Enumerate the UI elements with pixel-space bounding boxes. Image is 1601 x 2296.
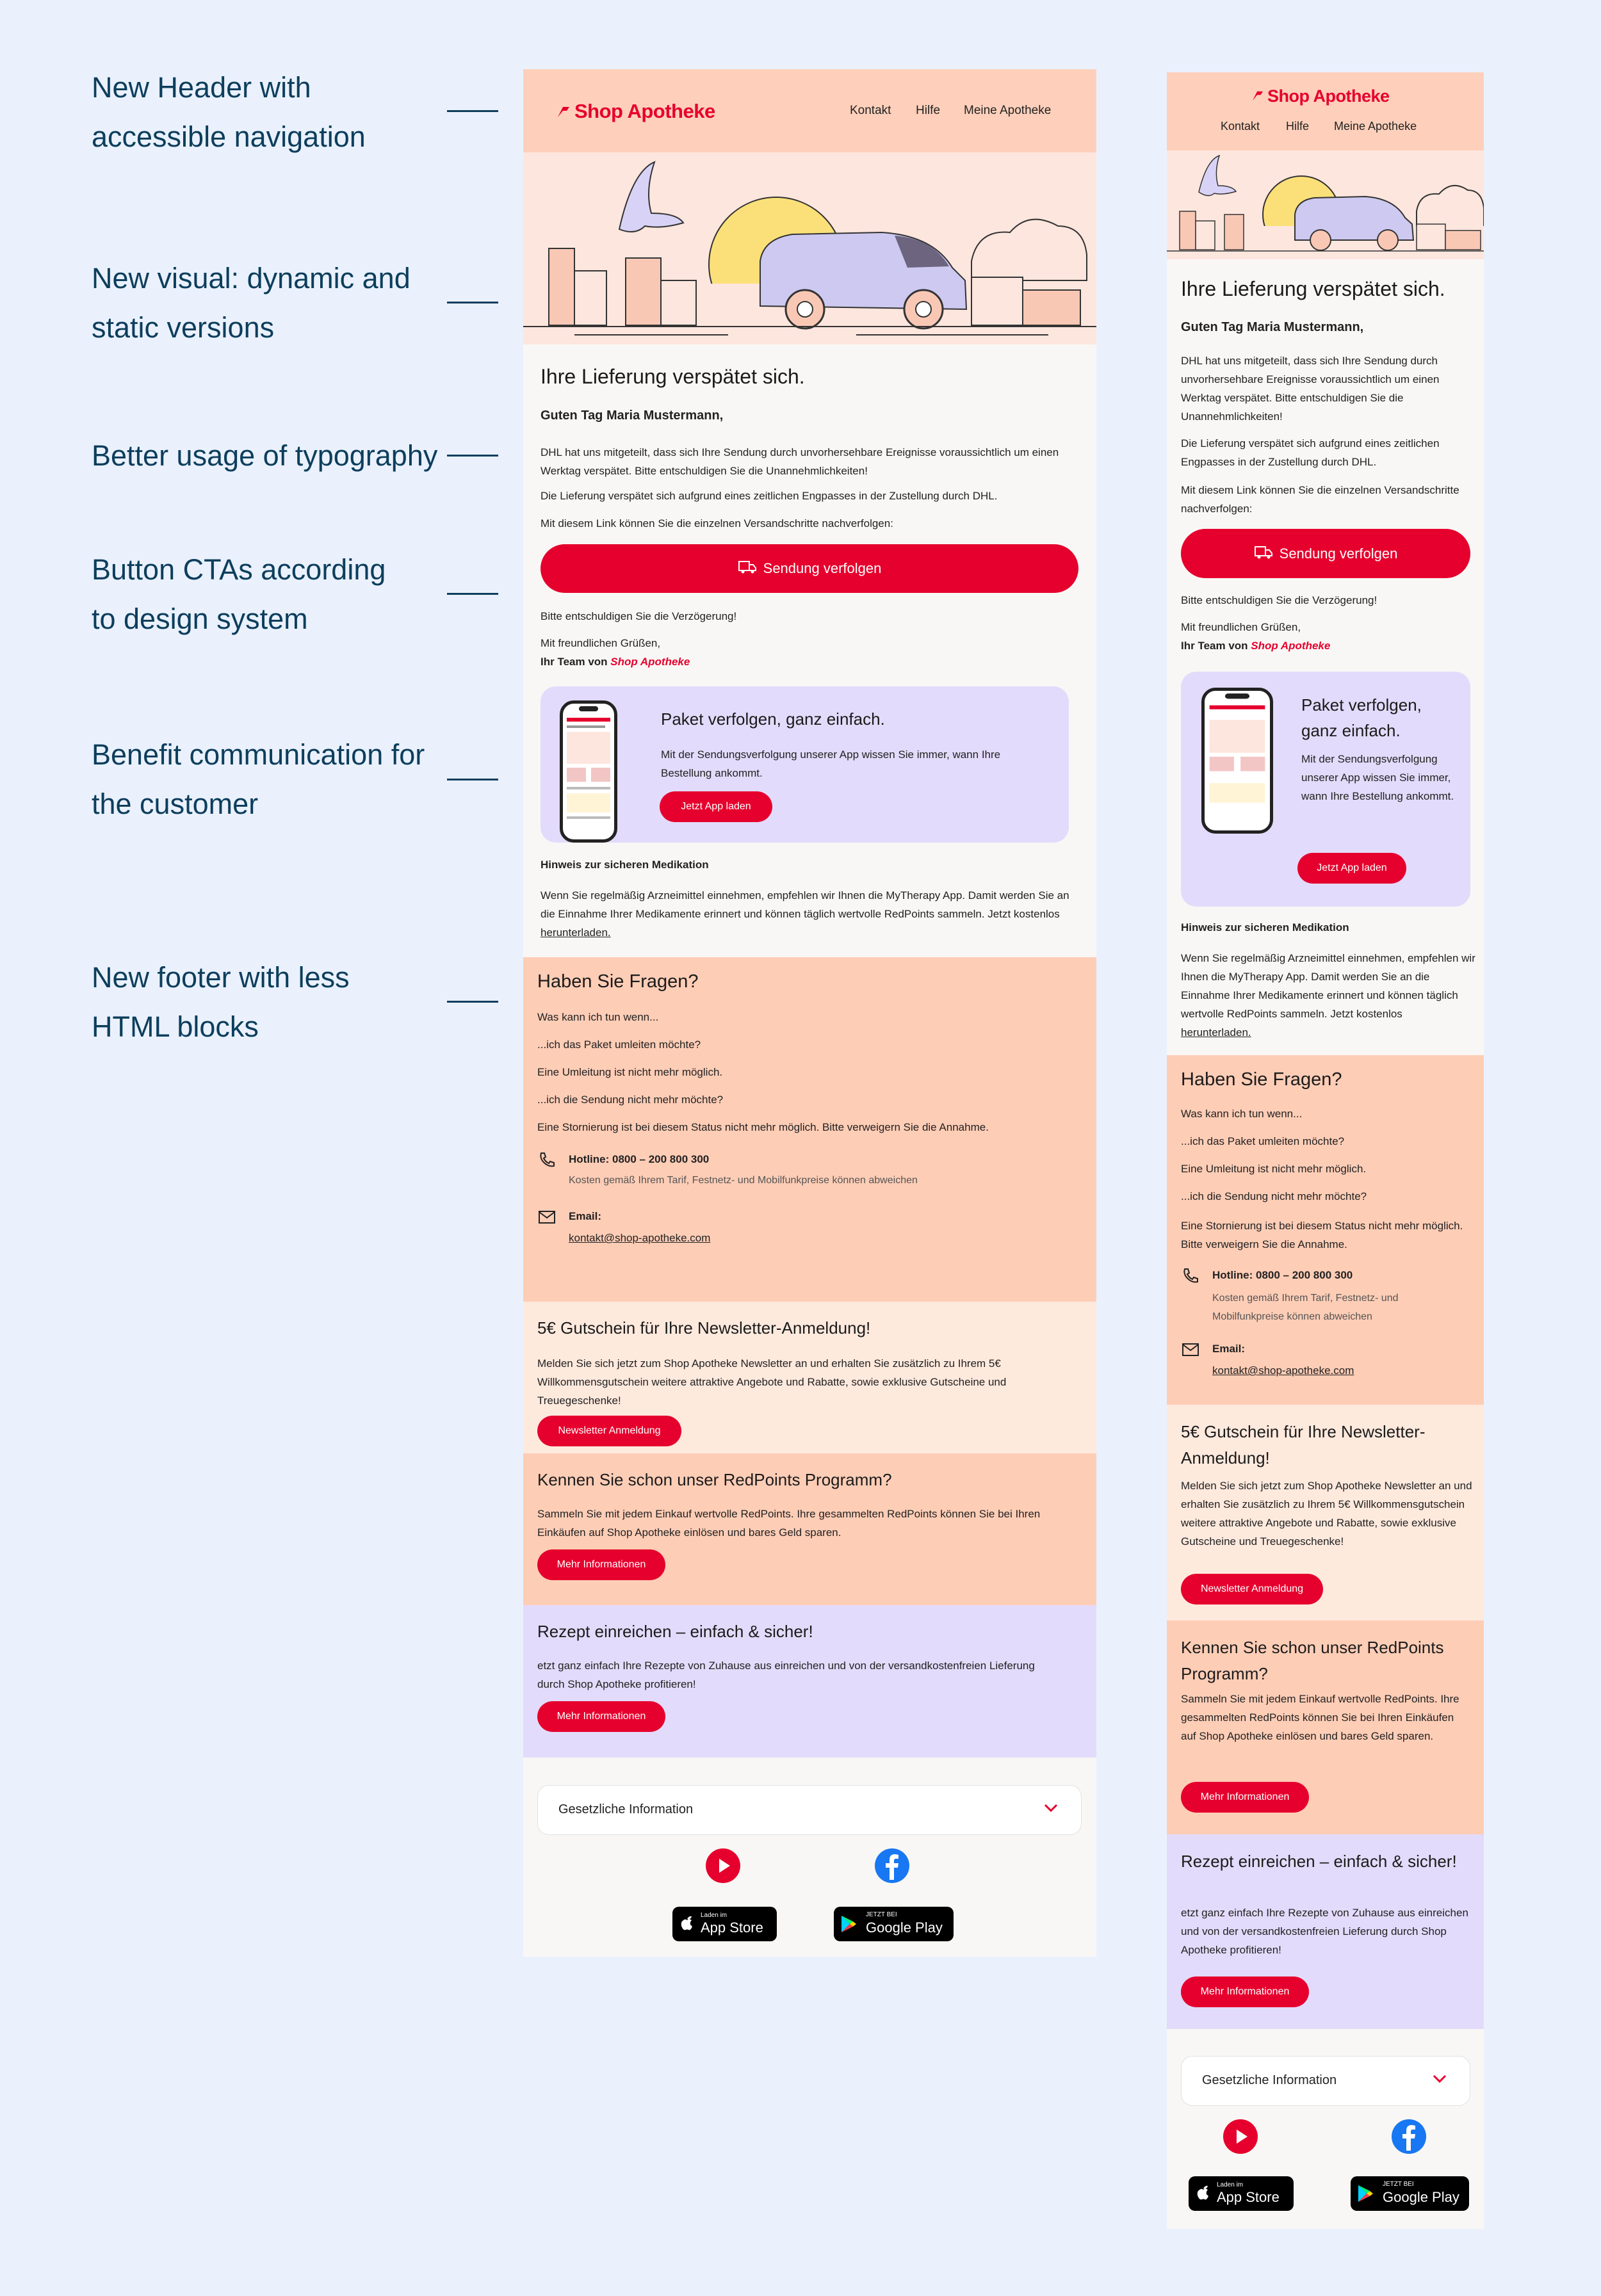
app-promo-title: Paket verfolgen, ganz einfach. <box>1301 695 1422 740</box>
email-link[interactable]: kontakt@shop-apotheke.com <box>569 1232 711 1244</box>
nav-hilfe[interactable]: Hilfe <box>1286 120 1310 133</box>
app-store-badge[interactable]: Laden im App Store <box>672 1907 777 1941</box>
app-promo-card <box>540 686 1069 843</box>
phone-icon <box>1181 1266 1200 1289</box>
redpoints-section <box>1167 1621 1484 1834</box>
chevron-down-icon <box>1044 1804 1058 1816</box>
prescription-title: Rezept einreichen – einfach & sicher! <box>537 1622 813 1641</box>
apology-text: Bitte entschuldigen Sie die Verzögerung! <box>1181 594 1378 606</box>
nav-meine-apotheke[interactable]: Meine Apotheke <box>1334 120 1417 133</box>
apple-icon <box>680 1914 694 1934</box>
phone-mockup-image <box>1201 688 1273 834</box>
team-signature: Ihr Team von Shop Apotheke <box>540 656 690 668</box>
redpoints-text: Sammeln Sie mit jedem Einkauf wertvolle RedPoints. Ihre gesammelten RedPoints können Sie bei Ihren Einkäufen auf Shop Apotheke einlösen und bares Geld sparen. <box>537 1508 1041 1539</box>
email-label: Email: <box>1212 1343 1246 1355</box>
track-shipment-button[interactable]: Sendung verfolgen <box>1181 529 1470 578</box>
body-paragraph: Mit diesem Link können Sie die einzelnen Versandschritte nachverfolgen: <box>540 517 893 530</box>
newsletter-signup-button[interactable]: Newsletter Anmeldung <box>1181 1574 1323 1605</box>
email-link[interactable]: kontakt@shop-apotheke.com <box>1212 1364 1354 1377</box>
annotation-connector <box>447 110 498 112</box>
legal-info-accordion[interactable] <box>537 1785 1082 1835</box>
redpoints-text: Sammeln Sie mit jedem Einkauf wertvolle RedPoints. Ihre gesammelten RedPoints können Sie bei Ihren Einkäufen auf Shop Apotheke einlösen und bares Geld sparen. <box>1181 1693 1459 1742</box>
annotation-connector <box>447 302 498 303</box>
body-paragraph: DHL hat uns mitgeteilt, dass sich Ihre Sendung durch unvorhersehbare Ereignisse voraussichtlich um einen Werktag verspätet. Bitte entschuldigen Sie die Unannehmlichkeiten! <box>540 446 1059 477</box>
prescription-text: etzt ganz einfach Ihre Rezepte von Zuhause aus einreichen und von der versandkostenfreien Lieferung durch Shop Apotheke profitieren! <box>537 1660 1035 1690</box>
prescription-section <box>523 1605 1096 1758</box>
faq-question: ...ich die Sendung nicht mehr möchte? <box>537 1094 724 1106</box>
prescription-section <box>1167 1834 1484 2029</box>
annotation-buttons: Button CTAs according to design system <box>92 553 386 635</box>
faq-title: Haben Sie Fragen? <box>537 971 699 992</box>
brand-logo[interactable]: Shop Apotheke <box>557 100 715 123</box>
redpoints-title: Kennen Sie schon unser RedPoints Programm? <box>1181 1638 1444 1683</box>
download-app-button[interactable]: Jetzt App laden <box>1297 853 1406 884</box>
faq-answer: Eine Umleitung ist nicht mehr möglich. <box>1181 1163 1367 1175</box>
newsletter-signup-button[interactable]: Newsletter Anmeldung <box>537 1416 681 1446</box>
app-promo-title: Paket verfolgen, ganz einfach. <box>661 709 885 729</box>
faq-intro: Was kann ich tun wenn... <box>1181 1108 1303 1120</box>
truck-icon <box>1254 544 1273 563</box>
faq-answer: Eine Stornierung ist bei diesem Status nicht mehr möglich. Bitte verweigern Sie die Annahme. <box>537 1121 989 1133</box>
hotline-number[interactable]: Hotline: 0800 – 200 800 300 <box>569 1153 710 1165</box>
nav-kontakt[interactable]: Kontakt <box>850 104 891 117</box>
annotation-benefit: Benefit communication for the customer <box>92 738 425 820</box>
app-promo-text: Mit der Sendungsverfolgung unserer App wissen Sie immer, wann Ihre Bestellung ankommt. <box>661 748 1001 779</box>
email-title: Ihre Lieferung verspätet sich. <box>1181 277 1445 300</box>
email-label: Email: <box>569 1210 602 1222</box>
mobile-email <box>1167 72 1484 2229</box>
phone-mockup-image <box>560 700 617 843</box>
faq-question: ...ich die Sendung nicht mehr möchte? <box>1181 1190 1367 1202</box>
hotline-number[interactable]: Hotline: 0800 – 200 800 300 <box>1212 1269 1353 1281</box>
mail-icon <box>1181 1342 1200 1361</box>
app-promo-text: Mit der Sendungsverfolgung unserer App wissen Sie immer, wann Ihre Bestellung ankommt. <box>1301 753 1454 802</box>
email-title: Ihre Lieferung verspätet sich. <box>540 365 805 388</box>
legal-info-accordion[interactable] <box>1181 2056 1470 2106</box>
legal-info-label: Gesetzliche Information <box>1202 2073 1337 2087</box>
hero-visual <box>523 152 1096 344</box>
email-header <box>1167 72 1484 150</box>
closing-text: Mit freundlichen Grüßen, <box>540 637 661 649</box>
download-link[interactable]: herunterladen. <box>540 926 611 939</box>
brand-logo[interactable]: Shop Apotheke <box>1251 86 1390 106</box>
hotline-note: Kosten gemäß Ihrem Tarif, Festnetz- und Mobilfunkpreise können abweichen <box>1212 1293 1399 1322</box>
faq-section <box>523 957 1096 1302</box>
medication-title: Hinweis zur sicheren Medikation <box>1181 921 1349 934</box>
faq-title: Haben Sie Fragen? <box>1181 1069 1342 1090</box>
youtube-icon[interactable] <box>705 1848 741 1887</box>
team-signature: Ihr Team von Shop Apotheke <box>1181 640 1331 652</box>
newsletter-text: Melden Sie sich jetzt zum Shop Apotheke Newsletter an und erhalten Sie zusätzlich zu Ihrem 5€ Willkommensgutschein weitere attraktive Angebote und Rabatte, sowie exklusive Gutscheine und Treuegeschenke! <box>537 1357 1007 1407</box>
legal-info-label: Gesetzliche Information <box>558 1802 694 1816</box>
google-play-badge[interactable]: JETZT BEI Google Play <box>834 1907 954 1941</box>
annotation-connector <box>447 593 498 595</box>
annotation-footer: New footer with less HTML blocks <box>92 961 350 1043</box>
annotation-connector <box>447 779 498 780</box>
prescription-title: Rezept einreichen – einfach & sicher! <box>1181 1852 1457 1871</box>
facebook-icon[interactable] <box>1391 2119 1427 2158</box>
logo-icon <box>557 101 571 113</box>
faq-answer: Eine Umleitung ist nicht mehr möglich. <box>537 1066 723 1078</box>
medication-title: Hinweis zur sicheren Medikation <box>540 859 709 871</box>
closing-text: Mit freundlichen Grüßen, <box>1181 621 1301 633</box>
google-play-icon <box>840 1914 857 1937</box>
faq-section <box>1167 1055 1484 1405</box>
prescription-text: etzt ganz einfach Ihre Rezepte von Zuhause aus einreichen und von der versandkostenfreien Lieferung durch Shop Apotheke profitieren! <box>1181 1907 1468 1956</box>
nav-kontakt[interactable]: Kontakt <box>1221 120 1260 133</box>
annotation-connector <box>447 1001 498 1003</box>
chevron-down-icon <box>1433 2074 1447 2087</box>
annotation-header: New Header with accessible navigation <box>92 71 366 153</box>
newsletter-section <box>1167 1405 1484 1621</box>
apology-text: Bitte entschuldigen Sie die Verzögerung! <box>540 610 737 622</box>
logo-icon <box>1251 86 1264 98</box>
faq-answer: Eine Stornierung ist bei diesem Status nicht mehr möglich. Bitte verweigern Sie die Annahme. <box>1181 1220 1463 1250</box>
medication-text: Wenn Sie regelmäßig Arzneimittel einnehmen, empfehlen wir Ihnen die MyTherapy App. Damit werden Sie an die Einnahme Ihrer Medikamente erinnert und können täglich wertvolle RedPoints sammeln. Jetzt kostenlos herunterladen. <box>1181 952 1475 1039</box>
prescription-info-button[interactable]: Mehr Informationen <box>1181 1977 1309 2007</box>
app-store-badge[interactable]: Laden im App Store <box>1189 2176 1294 2211</box>
annotation-connector <box>447 455 498 457</box>
prescription-info-button[interactable]: Mehr Informationen <box>537 1701 665 1732</box>
newsletter-title: 5€ Gutschein für Ihre Newsletter-Anmeldung! <box>537 1318 871 1338</box>
nav-meine-apotheke[interactable]: Meine Apotheke <box>964 104 1052 117</box>
annotation-typography: Better usage of typography <box>92 439 438 472</box>
body-paragraph: Die Lieferung verspätet sich aufgrund eines zeitlichen Engpasses in der Zustellung durch DHL. <box>1181 437 1440 468</box>
facebook-icon[interactable] <box>874 1848 910 1887</box>
nav-hilfe[interactable]: Hilfe <box>916 104 941 117</box>
youtube-icon[interactable] <box>1223 2119 1258 2158</box>
desktop-email <box>523 69 1096 1957</box>
greeting: Guten Tag Maria Mustermann, <box>1181 320 1364 334</box>
annotation-visual: New visual: dynamic and static versions <box>92 262 410 344</box>
download-app-button[interactable]: Jetzt App laden <box>660 791 772 822</box>
newsletter-text: Melden Sie sich jetzt zum Shop Apotheke Newsletter an und erhalten Sie zusätzlich zu Ihrem 5€ Willkommensgutschein weitere attraktive Angebote und Rabatte, sowie exklusive Gutscheine und Treuegeschenke! <box>1181 1480 1472 1548</box>
greeting: Guten Tag Maria Mustermann, <box>540 408 724 423</box>
google-play-icon <box>1357 2184 1374 2206</box>
medication-text: Wenn Sie regelmäßig Arzneimittel einnehmen, empfehlen wir Ihnen die MyTherapy App. Damit werden Sie an die Einnahme Ihrer Medikamente erinnert und können täglich wertvolle RedPoints sammeln. Jetzt kostenlos herunterladen. <box>540 889 1069 939</box>
truck-icon <box>738 559 757 578</box>
faq-question: ...ich das Paket umleiten möchte? <box>1181 1135 1345 1147</box>
apple-icon <box>1196 2184 1210 2204</box>
delivery-van-illustration <box>1167 150 1484 259</box>
redpoints-info-button[interactable]: Mehr Informationen <box>1181 1782 1309 1813</box>
body-paragraph: DHL hat uns mitgeteilt, dass sich Ihre Sendung durch unvorhersehbare Ereignisse voraussichtlich um einen Werktag verspätet. Bitte entschuldigen Sie die Unannehmlichkeiten! <box>1181 355 1440 423</box>
body-paragraph: Mit diesem Link können Sie die einzelnen Versandschritte nachverfolgen: <box>1181 484 1459 515</box>
newsletter-title: 5€ Gutschein für Ihre Newsletter-Anmeldung! <box>1181 1422 1426 1467</box>
newsletter-section <box>523 1302 1096 1453</box>
redpoints-title: Kennen Sie schon unser RedPoints Programm? <box>537 1470 892 1489</box>
phone-icon <box>537 1151 557 1173</box>
faq-question: ...ich das Paket umleiten möchte? <box>537 1039 701 1051</box>
download-link[interactable]: herunterladen. <box>1181 1026 1251 1039</box>
faq-intro: Was kann ich tun wenn... <box>537 1011 659 1023</box>
app-promo-card <box>1181 672 1470 907</box>
track-shipment-button[interactable]: Sendung verfolgen <box>540 544 1078 593</box>
body-paragraph: Die Lieferung verspätet sich aufgrund eines zeitlichen Engpasses in der Zustellung durch DHL. <box>540 490 998 502</box>
email-header <box>523 69 1096 152</box>
delivery-van-illustration <box>523 152 1096 344</box>
mail-icon <box>537 1209 557 1228</box>
redpoints-section <box>523 1453 1096 1605</box>
redpoints-info-button[interactable]: Mehr Informationen <box>537 1549 665 1580</box>
hotline-note: Kosten gemäß Ihrem Tarif, Festnetz- und Mobilfunkpreise können abweichen <box>569 1175 918 1186</box>
google-play-badge[interactable]: JETZT BEI Google Play <box>1351 2176 1469 2211</box>
hero-visual <box>1167 150 1484 259</box>
